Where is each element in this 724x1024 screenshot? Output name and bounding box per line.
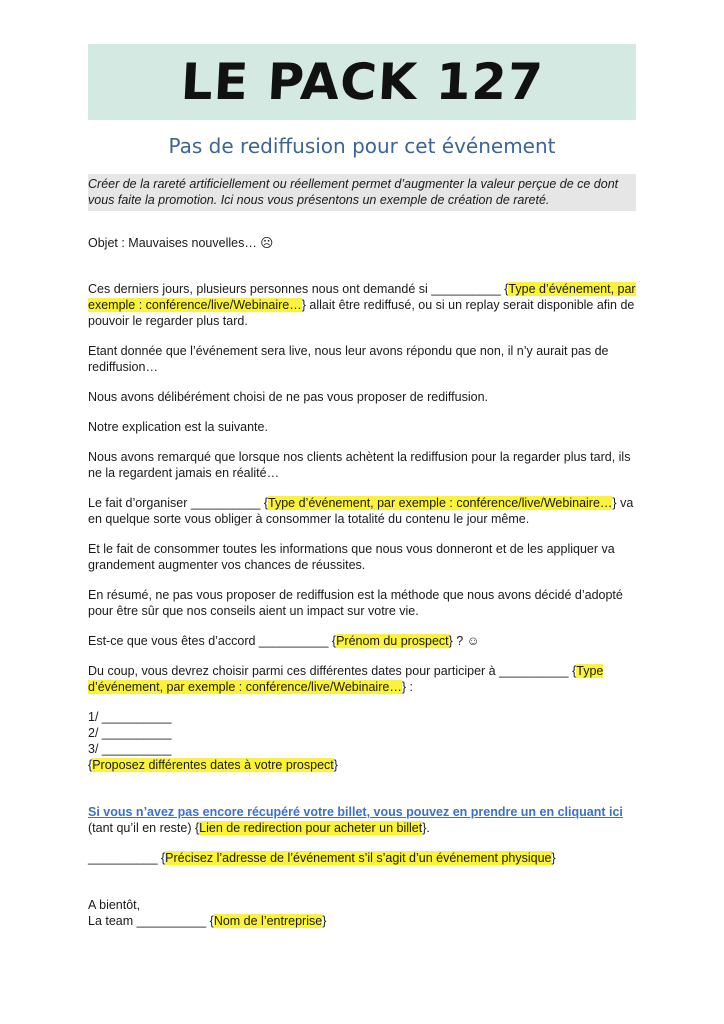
closing-line: A bientôt, <box>88 898 141 912</box>
paragraph-2: Etant donnée que l’événement sera live, nous leur avons répondu que non, il n’y aurait pas de rediffusion… <box>88 344 609 374</box>
placeholder-highlight: Prénom du prospect <box>336 634 449 648</box>
date-option-3: 3/ __________ <box>88 742 172 756</box>
dates-note: {Proposez différentes dates à votre prospect} <box>88 758 338 772</box>
paragraph-9: Est-ce que vous êtes d’accord __________ {Prénom du prospect} ? ☺ <box>88 634 480 648</box>
ticket-link[interactable]: Si vous n’avez pas encore récupéré votre billet, vous pouvez en prendre un en cliquant ici <box>88 805 623 819</box>
email-subject: Objet : Mauvaises nouvelles… ☹ <box>88 236 274 250</box>
banner-title: LE PACK 127 <box>179 53 545 111</box>
paragraph-8: En résumé, ne pas vous proposer de rediffusion est la méthode que nous avons décidé d’adopté pour être sûr que nos conseils aient un impact sur votre vie. <box>88 588 623 618</box>
title-banner <box>88 44 636 120</box>
placeholder-highlight: Type d’événement, par exemple : conférence/live/Webinaire… <box>88 664 604 694</box>
cta-paragraph: Si vous n’avez pas encore récupéré votre billet, vous pouvez en prendre un en cliquant ici (tant qu’il en reste) {Lien de redirection pour acheter un billet}. <box>88 805 623 835</box>
date-option-1: 1/ __________ <box>88 710 172 724</box>
intro-text: Créer de la rareté artificiellement ou réellement permet d’augmenter la valeur perçue de ce dont vous faite la promotion. Ici nous vous présentons un exemple de création de rareté. <box>88 174 636 211</box>
paragraph-3: Nous avons délibérément choisi de ne pas vous proposer de rediffusion. <box>88 390 489 404</box>
paragraph-6: Le fait d’organiser __________ {Type d’événement, par exemple : conférence/live/Webinaire…} va en quelque sorte vous obliger à consommer la totalité du contenu le jour même. <box>88 496 634 526</box>
address-line: __________ {Précisez l’adresse de l’événement s’il s’agit d’un événement physique} <box>88 851 556 865</box>
placeholder-highlight: Proposez différentes dates à votre prospect <box>92 758 334 772</box>
placeholder-highlight: Type d’événement, par exemple : conférence/live/Webinaire… <box>88 282 636 312</box>
paragraph-1: Ces derniers jours, plusieurs personnes nous ont demandé si __________ {Type d’événement, par exemple : conférence/live/Webinaire…} allait être rediffusé, ou si un replay serait disponible afin de pouvoir le regarder plus tard. <box>88 282 636 328</box>
page-subtitle: Pas de rediffusion pour cet événement <box>168 134 556 158</box>
paragraph-5: Nous avons remarqué que lorsque nos clients achètent la rediffusion pour la regarder plus tard, ils ne la regardent jamais en réalité… <box>88 450 631 480</box>
signature-line: La team __________ {Nom de l’entreprise} <box>88 914 327 928</box>
placeholder-highlight: Type d’événement, par exemple : conférence/live/Webinaire… <box>268 496 613 510</box>
placeholder-highlight: Lien de redirection pour acheter un billet <box>199 821 423 835</box>
paragraph-4: Notre explication est la suivante. <box>88 420 268 434</box>
placeholder-highlight: Précisez l’adresse de l’événement s’il s’agit d’un événement physique <box>165 851 552 865</box>
paragraph-7: Et le fait de consommer toutes les informations que nous vous donneront et de les appliquer va grandement augmenter vos chances de réussites. <box>88 542 615 572</box>
placeholder-highlight: Nom de l’entreprise <box>213 914 323 928</box>
email-body <box>88 235 644 929</box>
date-option-2: 2/ __________ <box>88 726 172 740</box>
paragraph-10: Du coup, vous devrez choisir parmi ces différentes dates pour participer à __________ {Type d’événement, par exemple : conférence/live/Webinaire…} : <box>88 664 604 694</box>
